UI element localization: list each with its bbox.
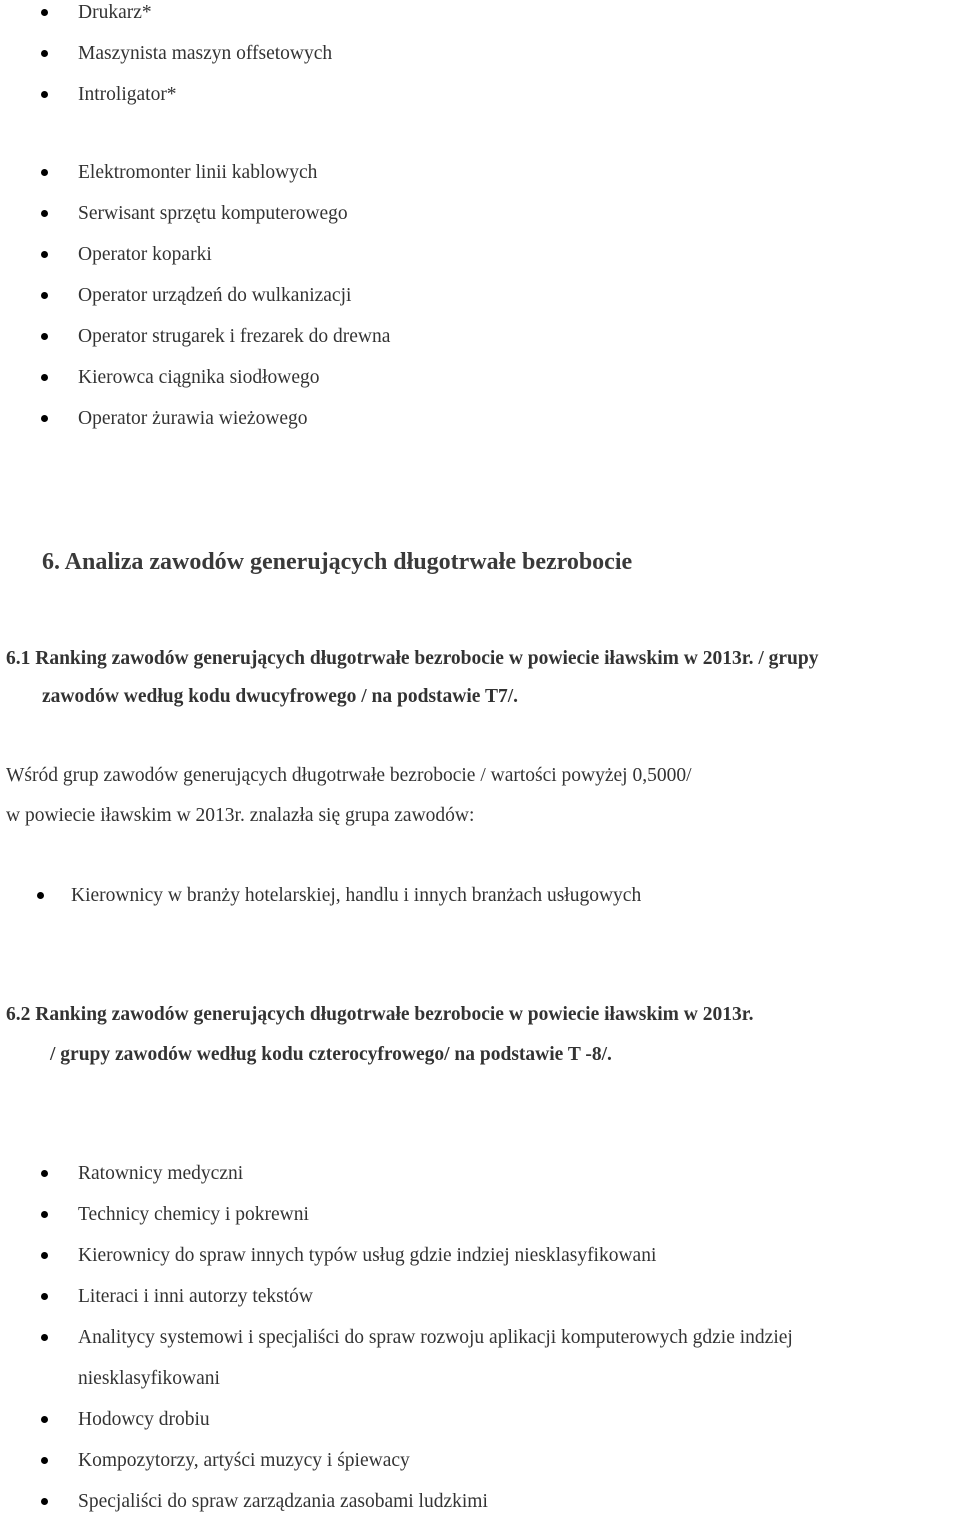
- list-item: Hodowcy drobiu: [0, 1399, 938, 1440]
- list-item: Operator strugarek i frezarek do drewna: [0, 316, 390, 357]
- list-item: Specjaliści do spraw zarządzania zasobami ludzkimi: [0, 1481, 938, 1522]
- list-item: Operator żurawia wieżowego: [0, 398, 390, 439]
- list-item: Maszynista maszyn offsetowych: [0, 33, 332, 74]
- subsection-heading-6-2-line2: / grupy zawodów według kodu czterocyfrowego/ na podstawie T -8/.: [50, 1044, 612, 1065]
- bullet-list-groups: [0, 875, 641, 916]
- list-item: Serwisant sprzętu komputerowego: [0, 193, 390, 234]
- bullet-list-occupations: [0, 1153, 938, 1522]
- list-item: Drukarz*: [0, 0, 332, 33]
- list-item: Kompozytorzy, artyści muzycy i śpiewacy: [0, 1440, 938, 1481]
- bullet-list-middle: [0, 152, 390, 439]
- section-heading: 6. Analiza zawodów generujących długotrwałe bezrobocie: [42, 549, 633, 575]
- list-item: Introligator*: [0, 74, 332, 115]
- list-item: Operator urządzeń do wulkanizacji: [0, 275, 390, 316]
- list-item: Operator koparki: [0, 234, 390, 275]
- list-item: Kierownicy do spraw innych typów usług gdzie indziej niesklasyfikowani: [0, 1235, 938, 1276]
- paragraph-line2: w powiecie iławskim w 2013r. znalazła się grupa zawodów:: [6, 805, 475, 826]
- list-item: Technicy chemicy i pokrewni: [0, 1194, 938, 1235]
- subsection-heading-6-1-line1: 6.1 Ranking zawodów generujących długotrwałe bezrobocie w powiecie iławskim w 2013r. / grupy: [6, 648, 819, 669]
- subsection-heading-6-2-line1: 6.2 Ranking zawodów generujących długotrwałe bezrobocie w powiecie iławskim w 2013r.: [6, 1004, 754, 1025]
- list-item: Kierownicy w branży hotelarskiej, handlu i innych branżach usługowych: [0, 875, 641, 916]
- list-item: Kierowca ciągnika siodłowego: [0, 357, 390, 398]
- list-item: Analitycy systemowi i specjaliści do spraw rozwoju aplikacji komputerowych gdzie indziej niesklasyfikowani: [0, 1317, 938, 1399]
- paragraph-line1: Wśród grup zawodów generujących długotrwałe bezrobocie / wartości powyżej 0,5000/: [6, 765, 692, 786]
- list-item: Elektromonter linii kablowych: [0, 152, 390, 193]
- subsection-heading-6-1-line2: zawodów według kodu dwucyfrowego / na podstawie T7/.: [42, 686, 519, 707]
- list-item: Literaci i inni autorzy tekstów: [0, 1276, 938, 1317]
- bullet-list-top: [0, 0, 332, 115]
- list-item: Ratownicy medyczni: [0, 1153, 938, 1194]
